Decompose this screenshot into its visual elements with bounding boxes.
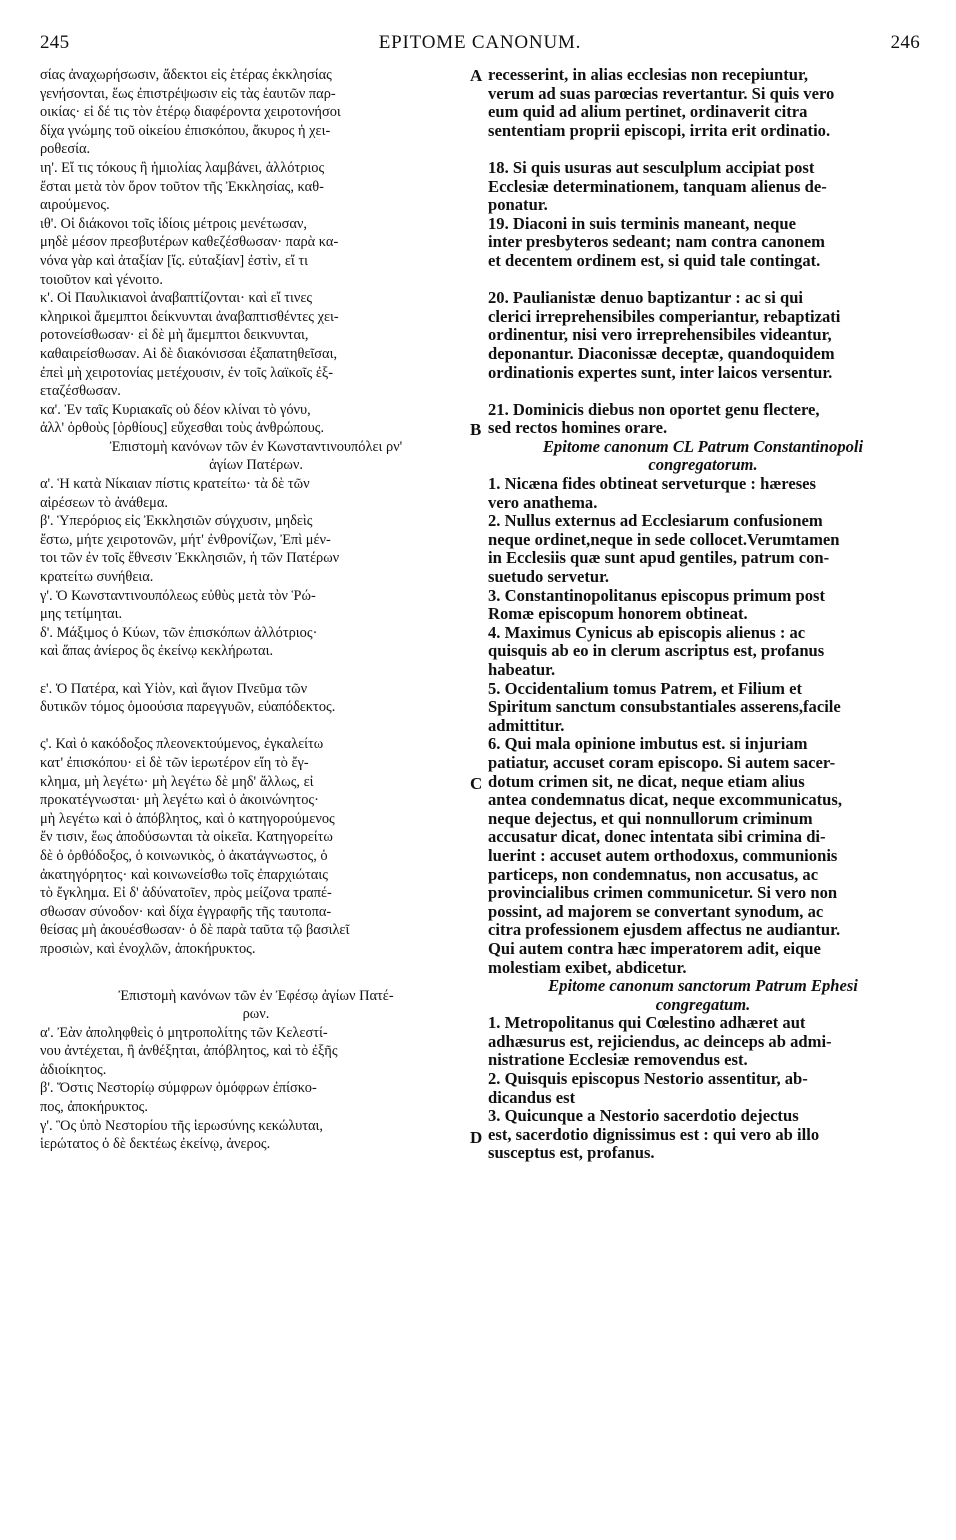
greek-line: κατ' ἐπισκόπου· εἰ δὲ τῶν ἱερωτέρον εἴη τὸ ἔγ- — [40, 754, 309, 771]
greek-line: ἀλλ' ὀρθοὺς [ὀρθίους] εὔχεσθαι τοὺς ἀνθρώπους. — [40, 420, 325, 437]
greek-line: β'. Ὅστις Νεστορίῳ σύμφρων ὁμόφρων ἐπίσκο- — [40, 1080, 317, 1097]
latin-line: citra professionem ejusdem affectus ne audiantur. — [488, 920, 841, 940]
latin-line: 19. Diaconi in suis terminis maneant, neque — [488, 213, 796, 233]
latin-line: eum quid ad alium pertinet, ordinaverit citra — [488, 102, 808, 122]
latin-section-heading: congregatum. — [655, 994, 751, 1014]
greek-line: νου ἀντέχεται, ἢ ἀνθέξηται, ἀπόβλητος, καὶ τὸ ἐξῆς — [40, 1043, 338, 1060]
latin-line: nistratione Ecclesiæ removendus est. — [488, 1050, 748, 1070]
greek-line: εταζέσθωσαν. — [40, 383, 121, 400]
greek-line: κρατείτω συνήθεια. — [40, 569, 154, 586]
greek-line: ἔστω, μήτε χειροτονῶν, μήτ' ἐνθρονίζων, Ἐπὶ μέν- — [40, 531, 331, 548]
latin-line: admittitur. — [488, 715, 565, 735]
margin-letter-b: B — [470, 420, 482, 439]
latin-line: luerint : accuset autem orthodoxus, communionis — [488, 845, 838, 865]
greek-line: αιρούμενος. — [40, 197, 110, 214]
latin-line: sententiam proprii episcopi, irrita erit ordinatio. — [488, 120, 831, 140]
greek-line: δ'. Μάξιμος ὁ Κύων, τῶν ἐπισκόπων ἀλλότριος· — [40, 624, 318, 641]
left-page-number: 245 — [40, 32, 70, 53]
greek-section-heading: ρων. — [242, 1006, 270, 1023]
greek-line: μης τετίμηται. — [40, 606, 123, 623]
greek-line: θείσας μὴ ἀκουέσθωσαν· ὁ δὲ παρὰ ταῦτα τῷ βασιλεῖ — [40, 922, 350, 939]
latin-line: et decentem ordinem est, si quid tale contingat. — [488, 250, 821, 270]
latin-line: 4. Maximus Cynicus ab episcopis alienus : ac — [488, 622, 806, 642]
greek-line: καθαιρείσθωσαν. Αἱ δὲ διακόνισσαι ἐξαπατηθεῖσαι, — [40, 345, 338, 362]
latin-line: 20. Paulianistæ denuo baptizantur : ac si qui — [488, 288, 804, 308]
greek-line: γ'. Ὁ Κωνσταντινουπόλεως εὐθὺς μετὰ τὸν Ῥώ- — [40, 587, 316, 604]
greek-line: ἀκατηγόρητος· καὶ κοινωνείσθω τοῖς ἐπαρχιώταις — [40, 866, 328, 883]
greek-line: α'. Ἐὰν ἀποληφθεὶς ὁ μητροπολίτης τῶν Κελεστί- — [40, 1024, 328, 1041]
latin-line: ordinationis expertes sunt, inter laicos versentur. — [488, 362, 833, 382]
latin-line: in Ecclesiis quæ sunt apud gentiles, patrum con- — [488, 548, 830, 568]
greek-column — [40, 66, 472, 1154]
margin-letter-c: C — [470, 774, 483, 793]
greek-line: β'. Ὑπερόριος εἰς Ἐκκλησιῶν σύγχυσιν, μηδεὶς — [40, 513, 313, 530]
greek-line: δυτικῶν τόμος ὁμοούσια παρεγγυῶν, εὐαπόδεκτος. — [40, 699, 336, 716]
latin-line: deponantur. Diaconissæ deceptæ, quandoquidem — [488, 343, 835, 363]
latin-line: 1. Metropolitanus qui Cœlestino adhæret aut — [488, 1013, 806, 1033]
latin-line: 2. Quisquis episcopus Nestorio assentitur, ab- — [488, 1069, 808, 1089]
latin-line: susceptus est, profanus. — [488, 1143, 655, 1163]
latin-line: 5. Occidentalium tomus Patrem, et Filium et — [488, 678, 802, 698]
latin-line: verum ad suas parœcias revertantur. Si quis vero — [488, 83, 835, 103]
greek-line: μηδὲ μέσον πρεσβυτέρων καθεζέσθωσαν· παρὰ κα- — [40, 234, 339, 251]
greek-line: ιη'. Εἴ τις τόκους ἢ ἡμιολίας λαμβάνει, ἀλλότριος — [40, 159, 325, 176]
page-header — [40, 32, 920, 60]
greek-line: μὴ λεγέτω καὶ ὁ ἀπόβλητος, καὶ ὁ κατηγορούμενος — [40, 810, 335, 827]
greek-line: προσιὼν, καὶ ἐνοχλῶν, ἀποκήρυκτος. — [40, 940, 256, 957]
greek-line: ροθεσία. — [40, 141, 91, 158]
latin-line: particeps, non condemnatus, non accusatus, ac — [488, 864, 819, 884]
latin-line: vero anathema. — [488, 492, 598, 512]
latin-line: molestiam exibet, abdicetur. — [488, 957, 687, 977]
latin-line: 3. Constantinopolitanus episcopus primum post — [488, 585, 826, 605]
latin-line: ordinentur, nisi vero irreprehensibiles videantur, — [488, 325, 832, 345]
greek-line: γενήσονται, ἕως ἐπιστρέψωσιν εἰς τὰς ἑαυτῶν παρ- — [40, 85, 336, 102]
latin-line: possint, ad majorem se convertant synodum, ac — [488, 901, 824, 921]
greek-line: δίχα γνώμης τοῦ οἰκείου ἐπισκόπου, ἄκυρος ἡ χει- — [40, 122, 331, 139]
greek-line: αἱρέσεων τὸ ἀνάθεμα. — [40, 494, 168, 511]
latin-line: 18. Si quis usuras aut sesculplum accipiat post — [488, 157, 815, 177]
latin-line: antea condemnatus dicat, neque excommunicatus, — [488, 790, 843, 810]
latin-line: Ecclesiæ determinationem, tanquam alienus de- — [488, 176, 827, 196]
greek-line: ροτονείσθωσαν· εἰ δὲ μὴ ἄμεμπτοι δεικνυνται, — [40, 327, 309, 344]
latin-line: Romæ episcopum honorem obtineat. — [488, 604, 748, 624]
latin-line: Qui autem contra hæc imperatorem adit, eique — [488, 938, 821, 958]
greek-line: νόνα γὰρ καὶ ἀταξίαν [ἴς. εὐταξίαν] ἐστὶν, εἴ τι — [40, 252, 309, 269]
greek-line: πος, ἀποκήρυκτος. — [40, 1099, 148, 1116]
greek-line: κ'. Οἱ Παυλικιανοὶ ἀναβαπτίζονται· καὶ εἴ τινες — [40, 290, 313, 307]
greek-line: κλημα, μὴ λεγέτω· μὴ λεγέτω δὲ μηδ' ἄλλως, εἰ — [40, 773, 314, 790]
latin-line: sed rectos homines orare. — [488, 418, 668, 438]
latin-line: suetudo servetur. — [488, 567, 610, 587]
greek-line: ἐπεὶ μὴ χειροτονίας μετέχουσιν, ἐν τοῖς λαϊκοῖς ἐξ- — [40, 364, 334, 381]
latin-line: neque ordinet,neque in sede collocet.Verumtamen — [488, 529, 840, 549]
right-page-number: 246 — [890, 32, 920, 53]
greek-line: προκατέγνωσται· μὴ λεγέτω καὶ ὁ ἀκοινώνητος· — [40, 792, 319, 809]
latin-line: inter presbyteros sedeant; nam contra canonem — [488, 232, 825, 252]
greek-line: ε'. Ὁ Πατέρα, καὶ Υἱὸν, καὶ ἅγιον Πνεῦμα τῶν — [40, 680, 308, 697]
latin-line: 2. Nullus externus ad Ecclesiarum confusionem — [488, 511, 823, 531]
greek-line: ς'. Καὶ ὁ κακόδοξος πλεονεκτούμενος, ἐγκαλείτω — [40, 736, 324, 753]
greek-line: ἱερώτατος ὁ δὲ δεκτέως ἐκείνῳ, ἀνερος. — [40, 1136, 271, 1153]
greek-line: ἀδιοίκητος. — [40, 1061, 107, 1078]
greek-line: α'. Ἡ κατὰ Νίκαιαν πίστις κρατείτω· τὰ δὲ τῶν — [40, 476, 310, 493]
latin-line: ponatur. — [488, 195, 548, 215]
greek-line: τοι τῶν ἐν τοῖς ἔθνεσιν Ἐκκλησιῶν, ἡ τῶν Πατέρων — [40, 550, 340, 567]
latin-line: Spiritum sanctum consubstantiales asserens,facile — [488, 697, 841, 717]
greek-line: τὸ ἔγκλημα. Εἰ δ' ἀδύνατοῖεν, πρὸς μείζονα τραπέ- — [40, 885, 332, 902]
greek-line: καὶ ἅπας ἀνίερος ὃς ἐκείνῳ κεκλήρωται. — [40, 643, 274, 660]
latin-line: 3. Quicunque a Nestorio sacerdotio dejectus — [488, 1106, 799, 1126]
greek-section-heading: Ἐπιστομὴ κανόνων τῶν ἐν Κωνσταντινουπόλει ρν' — [109, 438, 403, 455]
greek-line: ἔν τισιν, ἕως ἀποδύσωνται τὰ οἰκεῖα. Κατηγορείτω — [40, 829, 333, 846]
latin-line: 1. Nicæna fides obtineat serveturque : hæreses — [488, 474, 817, 494]
latin-line: patiatur, accuset coram episcopo. Si autem sacer- — [488, 752, 836, 772]
margin-letter-a: A — [470, 66, 483, 85]
latin-line: adhæsurus est, rejiciendus, ac deinceps ab admi- — [488, 1031, 832, 1051]
greek-line: σίας ἀναχωρήσωσιν, ἄδεκτοι εἰς ἑτέρας ἐκκλησίας — [40, 67, 332, 83]
greek-line: δὲ ὁ ὀρθόδοξος, ὁ κοινωνικὸς, ὁ ἀκατάγνωστος, ὁ — [40, 847, 328, 864]
latin-line: neque dejectus, et qui nonnullorum criminum — [488, 808, 813, 828]
latin-line: 6. Qui mala opinione imbutus est. si injuriam — [488, 734, 808, 754]
greek-line: τοιοῦτον καὶ γένοιτο. — [40, 271, 163, 288]
margin-letter-d: D — [470, 1128, 483, 1147]
latin-line: est, sacerdotio dignissimus est : qui vero ab illo — [488, 1124, 820, 1144]
greek-section-heading: Ἐπιστομὴ κανόνων τῶν ἐν Ἐφέσῳ ἁγίων Πατέ- — [118, 987, 394, 1004]
latin-section-heading: Epitome canonum sanctorum Patrum Ephesi — [548, 976, 858, 996]
latin-line: provincialibus crimen communicetur. Si vero non — [488, 883, 838, 903]
latin-line: accusatur dicat, donec intentata sibi crimina di- — [488, 827, 826, 847]
latin-line: habeatur. — [488, 660, 556, 679]
greek-line: κα'. Ἐν ταῖς Κυριακαῖς οὐ δέον κλίναι τὸ γόνυ, — [40, 401, 311, 418]
latin-line: 21. Dominicis diebus non oportet genu flectere, — [488, 399, 820, 419]
latin-section-heading: Epitome canonum CL Patrum Constantinopoli — [542, 436, 864, 456]
latin-line: recesserint, in alias ecclesias non recepiuntur, — [488, 65, 809, 84]
greek-line: γ'. Ὃς ὑπὸ Νεστορίου τῆς ἱερωσύνης κεκώλυται, — [40, 1117, 324, 1134]
greek-section-heading: ἁγίων Πατέρων. — [209, 457, 303, 474]
latin-line: dicandus est — [488, 1087, 576, 1107]
latin-line: dotum crimen sit, ne dicat, neque etiam alius — [488, 771, 805, 791]
running-title: EPITOME CANONUM. — [378, 32, 582, 53]
latin-line: clerici irreprehensibiles comperiantur, rebaptizati — [488, 306, 841, 326]
latin-column — [488, 66, 918, 1163]
greek-line: ἔσται μετὰ τὸν ὅρον τοῦτον τῆς Ἐκκλησίας, καθ- — [40, 178, 324, 195]
greek-line: κληρικοὶ ἄμεμπτοι δείκνυνται ἀναβαπτισθέντες χει- — [40, 308, 339, 325]
greek-line: ιθ'. Οἱ διάκονοι τοῖς ἰδίοις μέτροις μενέτωσαν, — [40, 215, 307, 232]
greek-line: σθωσαν σύνοδον· καὶ δίχα ἐγγραφῆς τῆς ταυτοπα- — [40, 903, 332, 920]
latin-line: quisquis ab eo in clerum ascriptus est, profanus — [488, 641, 825, 661]
greek-line: οικίας· εἰ δέ τις τὸν ἑτέρῳ διαφέροντα χειροτονήσοι — [40, 104, 341, 121]
latin-section-heading: congregatorum. — [648, 455, 758, 475]
